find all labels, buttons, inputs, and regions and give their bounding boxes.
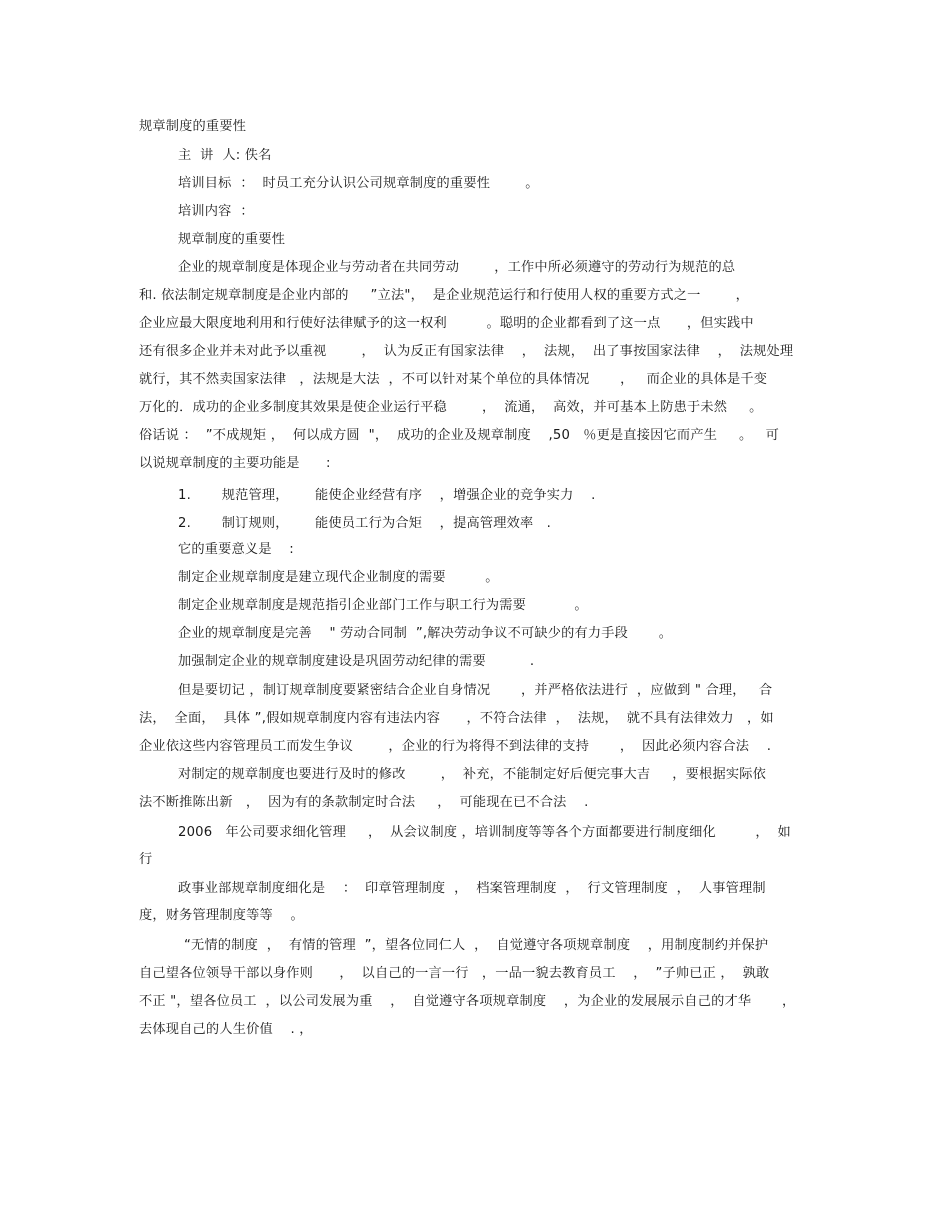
list-item: 1. 规范管理， 能使企业经营有序 ，增强企业的竞争实力 . bbox=[178, 488, 596, 503]
paragraph-line: 万化的．成功的企业多制度其效果是使企业运行平稳 ， 流通， 高效，并可基本上防患于未然 。 bbox=[139, 400, 763, 415]
paragraph-line: 它的重要意义是 : bbox=[178, 542, 294, 557]
paragraph-line: 但是要切记 ，制订规章制度要紧密结合企业自身情况 ，并严格依法进行 ，应做到 " 合理， 合 bbox=[178, 683, 773, 698]
paragraph-line: 政事业部规章制度细化是 ： 印章管理制度 ， 档案管理制度 ， 行文管理制度 ， 人事管理制 bbox=[178, 881, 766, 896]
training-goal-line: 培训目标 ： 时员工充分认识公司规章制度的重要性 。 bbox=[178, 176, 539, 191]
speaker-line: 主 讲 人: 佚名 bbox=[178, 148, 272, 163]
paragraph-line: 对制定的规章制度也要进行及时的修改 ， 补充，不能制定好后便完事大吉 ，要根据实际依 bbox=[178, 767, 766, 782]
paragraph-line: 度，财务管理制度等等 。 bbox=[139, 908, 304, 923]
paragraph-line: 和. 依法制定规章制度是企业内部的 ”立法"， 是企业规范运行和行使用人权的重要方式之一 ， bbox=[139, 288, 750, 303]
paragraph-line: 企业依这些内容管理员工而发生争议 ，企业的行为将得不到法律的支持 ， 因此必须内容合法 . bbox=[139, 739, 772, 754]
paragraph-line: 法， 全面， 具体 ”,假如规章制度内容有违法内容 ，不符合法律 ， 法规， 就不具有法律效力 ，如 bbox=[139, 711, 774, 726]
paragraph-line: 企业的规章制度是完善 " 劳动合同制 ”,解决劳动争议不可缺少的有力手段 。 bbox=[178, 626, 673, 641]
paragraph-line: 企业的规章制度是体现企业与劳动者在共同劳动 ，工作中所必须遵守的劳动行为规范的总 bbox=[178, 260, 736, 275]
training-content-label: 培训内容 ： bbox=[178, 204, 254, 219]
section-heading: 规章制度的重要性 bbox=[178, 232, 286, 247]
paragraph-line: 就行，其不然卖国家法律 ，法规是大法 ，不可以针对某个单位的具体情况 ， 而企业的具体是千变 bbox=[139, 372, 768, 387]
paragraph-line: 去体现自己的人生价值 . ， bbox=[139, 1022, 313, 1037]
paragraph-line: 法不断推陈出新 ， 因为有的条款制定时合法 ， 可能现在已不合法 . bbox=[139, 795, 589, 810]
list-item: 2. 制订规则， 能使员工行为合矩 ，提高管理效率 . bbox=[178, 516, 551, 531]
paragraph-line: 制定企业规章制度是建立现代企业制度的需要 。 bbox=[178, 570, 499, 585]
paragraph-line: 企业应最大限度地利用和行使好法律赋予的这一权利 。聪明的企业都看到了这一点 ，但实践中 bbox=[139, 316, 754, 331]
paragraph-line: 制定企业规章制度是规范指引企业部门工作与职工行为需要 。 bbox=[178, 598, 588, 613]
paragraph-line: 行 bbox=[139, 852, 153, 867]
paragraph-line: 2006 年公司要求细化管理 ， 从会议制度 ，培训制度等等各个方面都要进行制度细化 ， 如 bbox=[178, 825, 791, 840]
document-title: 规章制度的重要性 bbox=[139, 119, 247, 134]
paragraph-line: 不正 "，望各位员工 ，以公司发展为重 ， 自觉遵守各项规章制度 ，为企业的发展展示自己的才华 ， bbox=[139, 994, 796, 1009]
paragraph-line: 自己望各位领导干部以身作则 ， 以自己的一言一行 ，一品一貌去教育员工 ， ”子帅已正 ， 孰敢 bbox=[139, 966, 770, 981]
paragraph-line: 还有很多企业并未对此予以重视 ， 认为反正有国家法律 ， 法规， 出了事按国家法律 ， 法规处理 bbox=[139, 344, 794, 359]
paragraph-line: 俗话说 ： ”不成规矩 ， 何以成方圆 "， 成功的企业及规章制度 ,50 ％更是直接因它而产生 。 可 bbox=[139, 428, 780, 443]
paragraph-line: “无情的制度 ， 有情的管理 ”，望各位同仁人 ， 自觉遵守各项规章制度 ，用制度制约并保护 bbox=[184, 938, 769, 953]
paragraph-line: 以说规章制度的主要功能是 : bbox=[139, 456, 331, 471]
paragraph-line: 加强制定企业的规章制度建设是巩固劳动纪律的需要 . bbox=[178, 654, 535, 669]
